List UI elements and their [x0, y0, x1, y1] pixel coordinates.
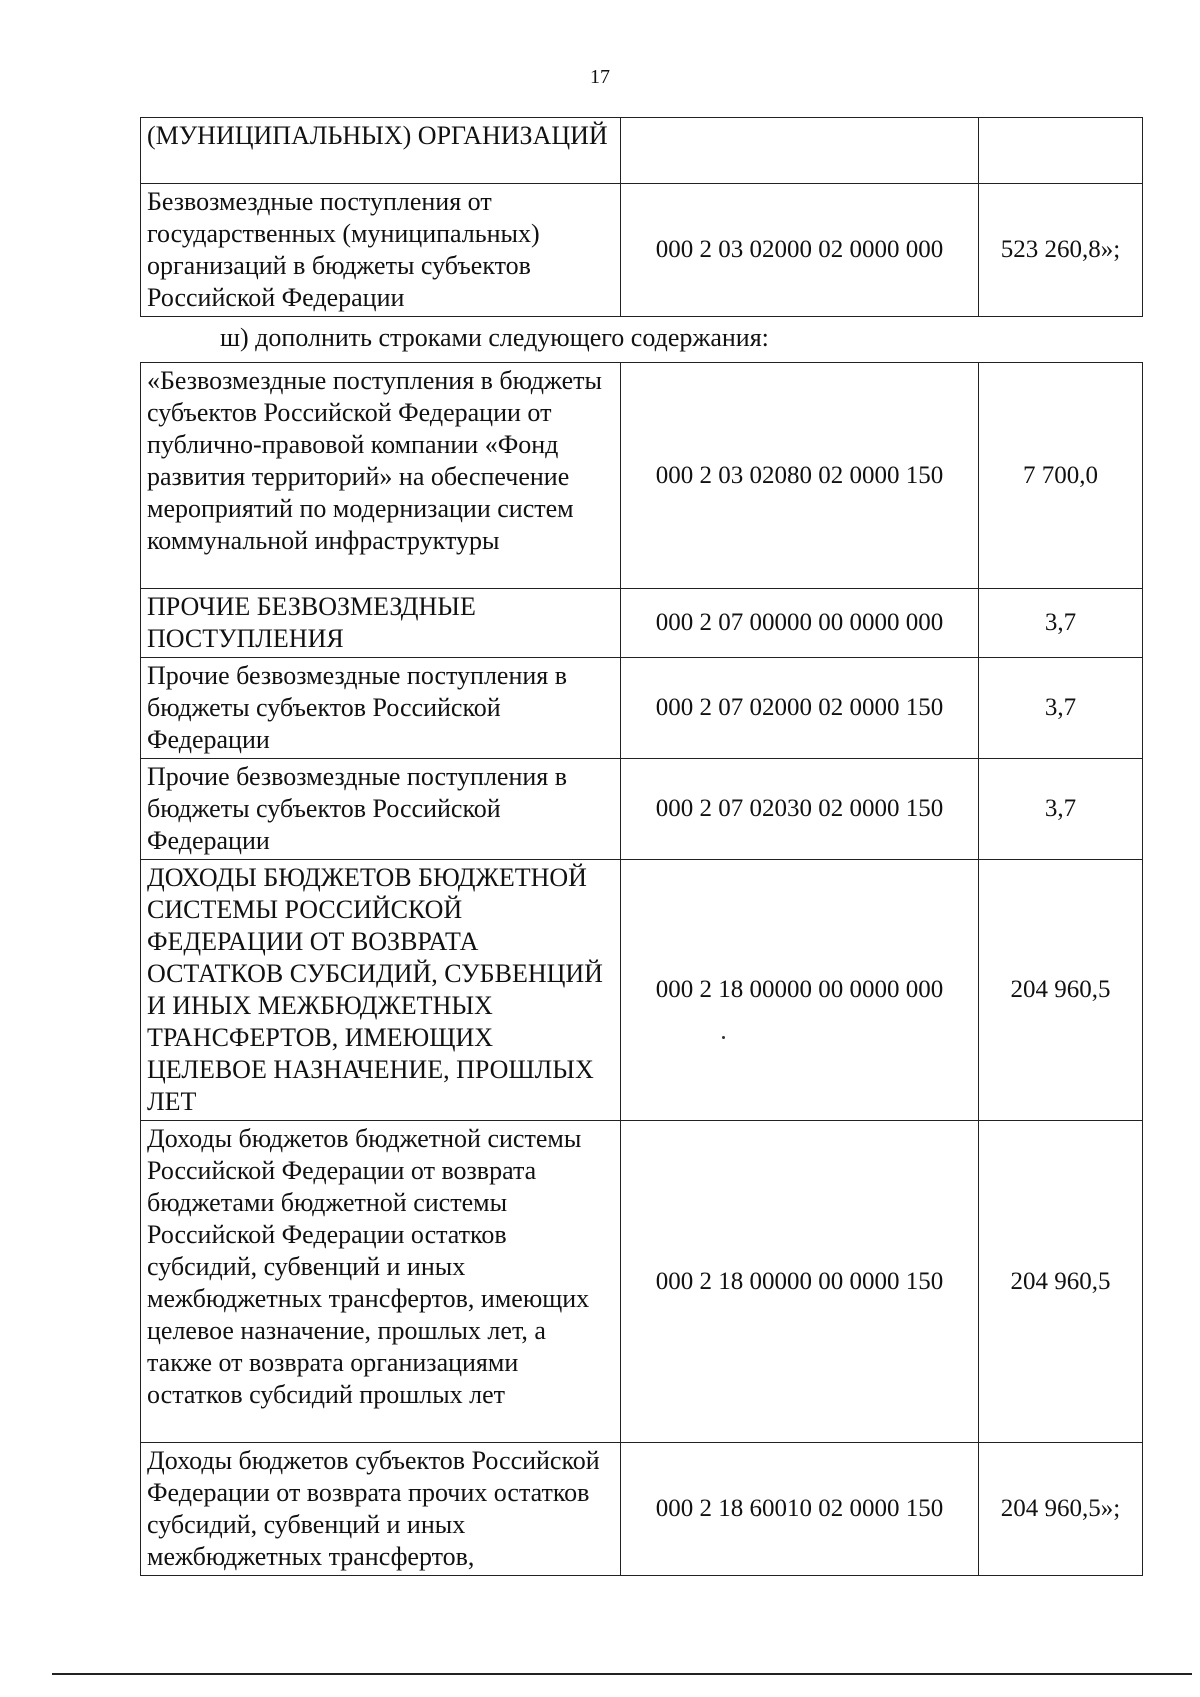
budget-code-cell: 000 2 18 00000 00 0000 150 — [621, 1121, 979, 1443]
amount-cell: 204 960,5 — [979, 1121, 1143, 1443]
amendment-instruction: ш) дополнить строками следующего содержания: — [220, 323, 769, 352]
budget-code-cell: 000 2 07 00000 00 0000 000 — [621, 589, 979, 658]
table-row — [141, 363, 1143, 589]
revenue-name-cell: Прочие безвозмездные поступления в бюджеты субъектов Российской Федерации — [141, 658, 621, 759]
amount-cell: 523 260,8»; — [979, 184, 1143, 317]
table-row — [141, 658, 1143, 759]
amount-cell: 7 700,0 — [979, 363, 1143, 589]
budget-code-cell: 000 2 18 00000 00 0000 000 — [621, 860, 979, 1121]
amount-cell: 3,7 — [979, 759, 1143, 860]
revenue-name-cell: «Безвозмездные поступления в бюджеты субъектов Российской Федерации от публично-правовой компании «Фонд развития территорий» на обеспечение мероприятий по модернизации систем коммунальной инфраструктуры — [141, 363, 621, 589]
table-row — [141, 118, 1143, 184]
revenue-name-cell: Прочие безвозмездные поступления в бюджеты субъектов Российской Федерации — [141, 759, 621, 860]
scan-speck — [722, 1036, 725, 1039]
table-row — [141, 1121, 1143, 1443]
amount-cell — [979, 118, 1143, 184]
budget-code-cell — [621, 118, 979, 184]
budget-code-cell: 000 2 18 60010 02 0000 150 — [621, 1443, 979, 1576]
budget-code-cell: 000 2 03 02000 02 0000 000 — [621, 184, 979, 317]
revenue-name-cell: ДОХОДЫ БЮДЖЕТОВ БЮДЖЕТНОЙ СИСТЕМЫ РОССИЙСКОЙ ФЕДЕРАЦИИ ОТ ВОЗВРАТА ОСТАТКОВ СУБСИДИЙ, СУБВЕНЦИЙ И ИНЫХ МЕЖБЮДЖЕТНЫХ ТРАНСФЕРТОВ, ИМЕЮЩИХ ЦЕЛЕВОЕ НАЗНАЧЕНИЕ, ПРОШЛЫХ ЛЕТ — [141, 860, 621, 1121]
budget-code-cell: 000 2 07 02030 02 0000 150 — [621, 759, 979, 860]
footer-rule — [52, 1673, 1192, 1675]
budget-code-cell: 000 2 07 02000 02 0000 150 — [621, 658, 979, 759]
revenue-name-cell: Доходы бюджетов бюджетной системы Российской Федерации от возврата бюджетами бюджетной системы Российской Федерации остатков субсидий, субвенций и иных межбюджетных трансфертов, имеющих целевое назначение, прошлых лет, а также от возврата организациями остатков субсидий прошлых лет — [141, 1121, 621, 1443]
revenue-name-cell: Доходы бюджетов субъектов Российской Федерации от возврата прочих остатков субсидий, субвенций и иных межбюджетных трансфертов, — [141, 1443, 621, 1576]
revenue-table-additions — [140, 362, 1143, 1576]
revenue-table-continuation — [140, 117, 1143, 317]
amount-cell: 204 960,5 — [979, 860, 1143, 1121]
table-row — [141, 1443, 1143, 1576]
amount-cell: 3,7 — [979, 589, 1143, 658]
table-row — [141, 184, 1143, 317]
table-row — [141, 759, 1143, 860]
revenue-name-cell: ПРОЧИЕ БЕЗВОЗМЕЗДНЫЕ ПОСТУПЛЕНИЯ — [141, 589, 621, 658]
revenue-name-cell: (МУНИЦИПАЛЬНЫХ) ОРГАНИЗАЦИЙ — [141, 118, 621, 184]
page-number: 17 — [590, 66, 610, 88]
revenue-name-cell: Безвозмездные поступления от государственных (муниципальных) организаций в бюджеты субъектов Российской Федерации — [141, 184, 621, 317]
amount-cell: 3,7 — [979, 658, 1143, 759]
table-row — [141, 860, 1143, 1121]
budget-code-cell: 000 2 03 02080 02 0000 150 — [621, 363, 979, 589]
amount-cell: 204 960,5»; — [979, 1443, 1143, 1576]
table-row — [141, 589, 1143, 658]
